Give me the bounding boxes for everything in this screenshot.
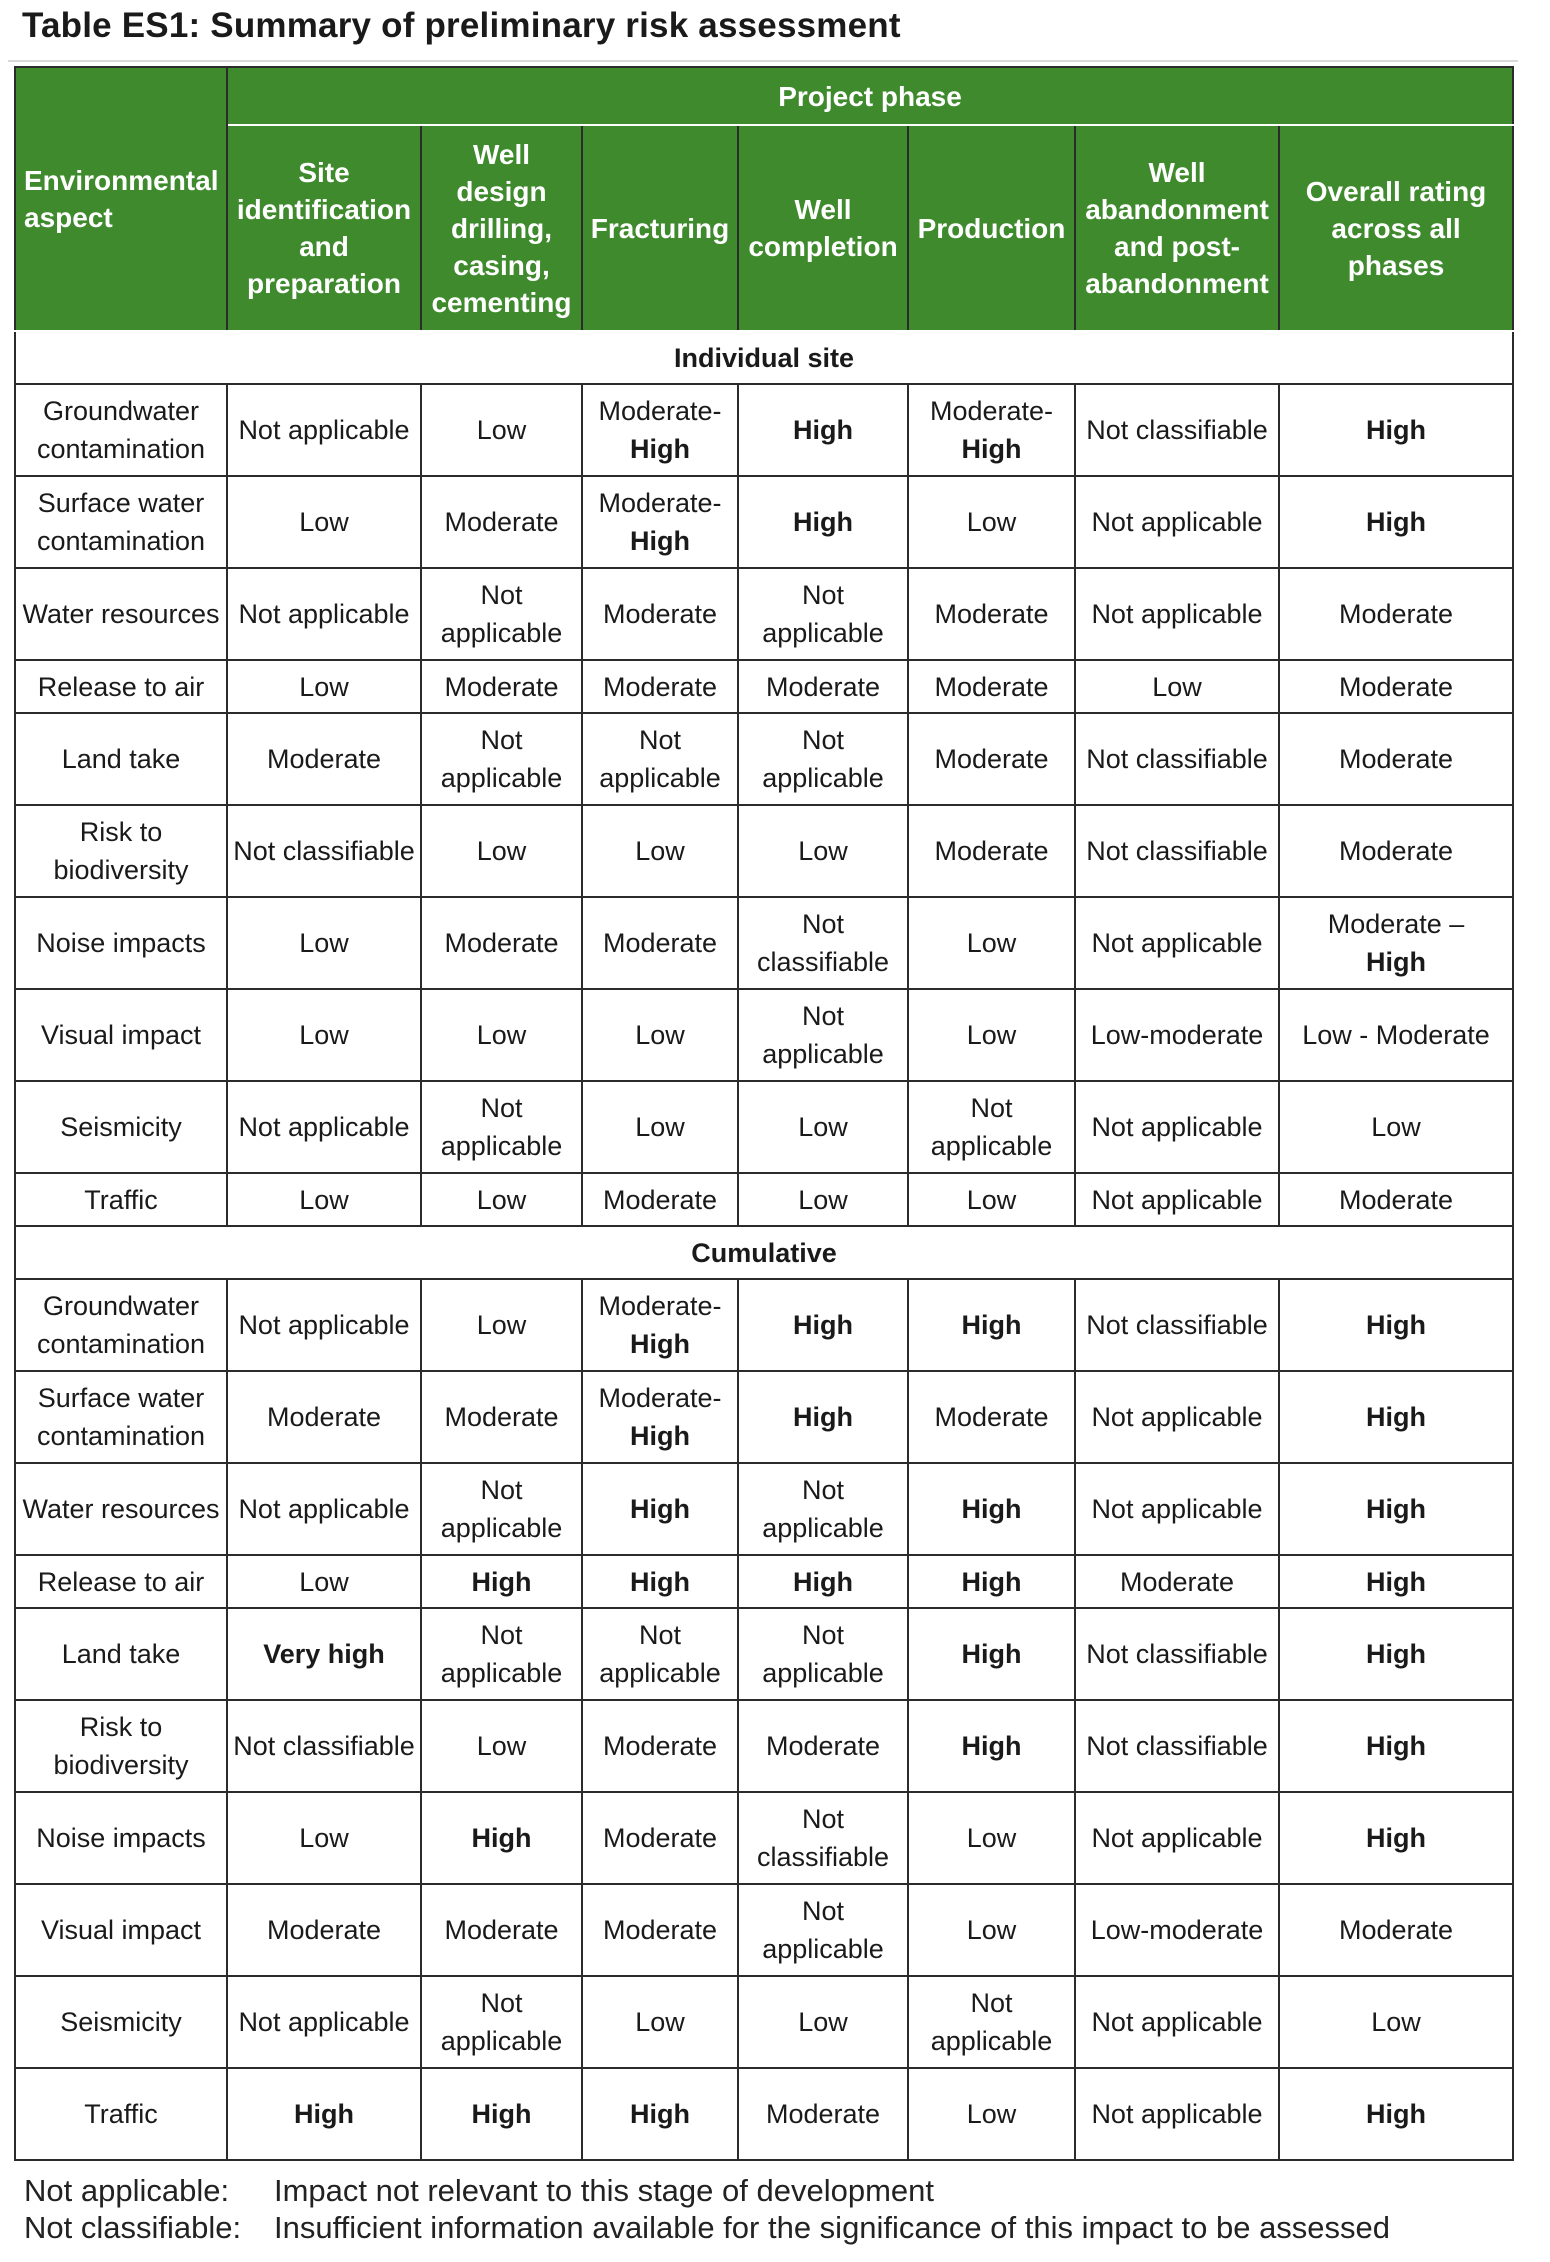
table-body [15, 331, 1513, 2160]
aspect-cell: Land take [15, 713, 227, 805]
footnote-text: Impact not relevant to this stage of development [274, 2173, 934, 2208]
rating-cell: Moderate [738, 2068, 908, 2160]
rating-cell: Low [1279, 1976, 1513, 2068]
rating-cell: Low [1279, 1081, 1513, 1173]
rating-cell: Moderate [421, 1371, 582, 1463]
section-row [15, 1226, 1513, 1279]
rating-cell: Moderate [1279, 713, 1513, 805]
rating-cell: Moderate [1279, 1884, 1513, 1976]
table-row [15, 568, 1513, 660]
table-row [15, 1792, 1513, 1884]
rating-cell: Not applicable [1075, 1792, 1279, 1884]
rating-cell: Low [908, 476, 1075, 568]
footnote-text: Insufficient information available for the significance of this impact to be assessed [274, 2210, 1391, 2245]
rating-cell: High [582, 1463, 738, 1555]
rating-cell: Not applicable [421, 713, 582, 805]
rating-cell: High [421, 2068, 582, 2160]
rating-cell [582, 384, 738, 476]
rating-cell: Not applicable [421, 1081, 582, 1173]
rating-cell: Not applicable [1075, 897, 1279, 989]
rating-cell: Not applicable [227, 384, 421, 476]
table-row [15, 2068, 1513, 2160]
rating-cell: Not applicable [227, 1976, 421, 2068]
rating-cell: High [227, 2068, 421, 2160]
rating-cell: Not applicable [227, 1279, 421, 1371]
rating-cell: High [1279, 1279, 1513, 1371]
rating-cell: High [421, 1792, 582, 1884]
section-row [15, 331, 1513, 384]
rating-prefix: Moderate- [929, 396, 1054, 426]
rating-cell: Low [227, 476, 421, 568]
rating-cell: High [908, 1700, 1075, 1792]
aspect-cell: Release to air [15, 660, 227, 713]
footnote-not-classifiable [24, 2209, 1390, 2246]
table-row [15, 805, 1513, 897]
table-row [15, 1463, 1513, 1555]
rating-cell: Moderate [738, 660, 908, 713]
rating-cell: Not applicable [421, 1463, 582, 1555]
rating-cell: Moderate [908, 660, 1075, 713]
rating-cell: Not applicable [227, 568, 421, 660]
rating-cell: Not applicable [421, 568, 582, 660]
rating-cell: Moderate [1279, 660, 1513, 713]
rating-cell: Not applicable [738, 1463, 908, 1555]
rating-cell: Moderate [227, 1884, 421, 1976]
rating-cell: Moderate [421, 1884, 582, 1976]
rating-cell: High [738, 476, 908, 568]
rating-cell: Moderate [421, 897, 582, 989]
rating-cell: Low-moderate [1075, 1884, 1279, 1976]
rating-cell: Moderate [738, 1700, 908, 1792]
rating-cell: Not classifiable [1075, 1279, 1279, 1371]
rating-cell: High [908, 1463, 1075, 1555]
aspect-cell: Seismicity [15, 1081, 227, 1173]
rating-cell: Moderate [582, 1792, 738, 1884]
rating-cell: Not applicable [227, 1463, 421, 1555]
header-phase: Well abandonment and post-abandonment [1075, 125, 1279, 331]
rating-cell: Low [421, 805, 582, 897]
rating-cell: Not applicable [421, 1976, 582, 2068]
rating-cell: Moderate [908, 1371, 1075, 1463]
aspect-cell: Risk to biodiversity [15, 1700, 227, 1792]
rating-cell: Not classifiable [1075, 713, 1279, 805]
rating-high: High [630, 1329, 690, 1359]
rating-cell: Low [227, 897, 421, 989]
rating-cell: High [582, 2068, 738, 2160]
rating-cell: Moderate [227, 713, 421, 805]
footnote-term: Not classifiable: [24, 2210, 242, 2245]
table-row [15, 476, 1513, 568]
rating-cell: High [582, 1555, 738, 1608]
table-row [15, 1608, 1513, 1700]
rating-cell: Not applicable [582, 1608, 738, 1700]
table-row [15, 1884, 1513, 1976]
rating-cell: Low [421, 384, 582, 476]
rating-cell: Moderate [582, 660, 738, 713]
aspect-cell: Traffic [15, 2068, 227, 2160]
rating-cell: Low [908, 2068, 1075, 2160]
rating-cell: Low [582, 1081, 738, 1173]
rating-cell [582, 1371, 738, 1463]
aspect-cell: Groundwater contamination [15, 384, 227, 476]
table-row [15, 660, 1513, 713]
rating-cell [582, 1279, 738, 1371]
rating-cell: Moderate [582, 568, 738, 660]
header-phase: Fracturing [582, 125, 738, 331]
rating-high: High [630, 434, 690, 464]
aspect-cell: Surface water contamination [15, 476, 227, 568]
rating-prefix: Moderate- [598, 1383, 722, 1413]
rating-cell: Not applicable [738, 568, 908, 660]
rating-cell: Not applicable [1075, 2068, 1279, 2160]
rating-cell: Moderate [1279, 568, 1513, 660]
rating-cell: Moderate [582, 1884, 738, 1976]
rating-cell: Low [1075, 660, 1279, 713]
rating-cell: Very high [227, 1608, 421, 1700]
rating-cell: Moderate [908, 568, 1075, 660]
rating-cell: Not applicable [738, 713, 908, 805]
rating-cell: Not applicable [227, 1081, 421, 1173]
rating-cell: Moderate [1279, 805, 1513, 897]
table-row [15, 989, 1513, 1081]
rating-cell: Not classifiable [227, 805, 421, 897]
rating-cell: Low [227, 1173, 421, 1226]
rating-cell: Low [421, 1173, 582, 1226]
rating-cell: Not classifiable [738, 1792, 908, 1884]
rating-high: High [630, 526, 690, 556]
table-row [15, 384, 1513, 476]
rating-cell: Low [227, 660, 421, 713]
header-environmental-aspect: Environmental aspect [15, 67, 227, 331]
rating-cell: High [1279, 1792, 1513, 1884]
table-row [15, 713, 1513, 805]
section-label: Individual site [15, 331, 1513, 384]
rating-cell: Low [227, 989, 421, 1081]
footnote-term: Not applicable: [24, 2173, 230, 2208]
rating-cell: Low [738, 1976, 908, 2068]
rating-cell: Moderate [1075, 1555, 1279, 1608]
section-label: Cumulative [15, 1226, 1513, 1279]
aspect-cell: Visual impact [15, 1884, 227, 1976]
rating-cell: High [1279, 1700, 1513, 1792]
rating-cell: Low [582, 805, 738, 897]
rating-cell: Not applicable [1075, 1081, 1279, 1173]
aspect-cell: Land take [15, 1608, 227, 1700]
title-divider [8, 60, 1518, 62]
aspect-cell: Seismicity [15, 1976, 227, 2068]
footnotes [24, 2172, 1390, 2246]
aspect-cell: Traffic [15, 1173, 227, 1226]
rating-cell: High [908, 1279, 1075, 1371]
rating-high: High [630, 1421, 690, 1451]
table-row [15, 897, 1513, 989]
header-phase: Well design drilling, casing, cementing [421, 125, 582, 331]
rating-high: High [1366, 947, 1427, 977]
aspect-cell: Noise impacts [15, 897, 227, 989]
rating-cell: Low [738, 805, 908, 897]
aspect-cell: Groundwater contamination [15, 1279, 227, 1371]
rating-cell: Not classifiable [1075, 1608, 1279, 1700]
rating-prefix: Moderate- [598, 1291, 722, 1321]
rating-cell: Moderate [582, 1173, 738, 1226]
table-row [15, 1173, 1513, 1226]
rating-cell: Low - Moderate [1279, 989, 1513, 1081]
rating-cell: Not applicable [582, 713, 738, 805]
rating-cell: Not applicable [738, 989, 908, 1081]
rating-cell: Moderate [421, 476, 582, 568]
rating-cell: High [738, 1279, 908, 1371]
rating-cell: Not applicable [1075, 1976, 1279, 2068]
rating-cell: Moderate [908, 805, 1075, 897]
rating-cell: High [738, 1555, 908, 1608]
rating-cell: Moderate [582, 897, 738, 989]
rating-prefix: Moderate- [598, 396, 722, 426]
rating-cell: Not applicable [1075, 1463, 1279, 1555]
table-row [15, 1700, 1513, 1792]
rating-cell: Low-moderate [1075, 989, 1279, 1081]
rating-cell: High [908, 1608, 1075, 1700]
rating-cell [1279, 897, 1513, 989]
table-row [15, 1279, 1513, 1371]
aspect-cell: Release to air [15, 1555, 227, 1608]
rating-cell: High [421, 1555, 582, 1608]
rating-cell: Not classifiable [1075, 805, 1279, 897]
table-title: Table ES1: Summary of preliminary risk assessment [22, 6, 901, 45]
rating-cell: Not applicable [738, 1608, 908, 1700]
rating-cell: High [1279, 2068, 1513, 2160]
rating-prefix: Moderate- [598, 488, 722, 518]
aspect-cell: Noise impacts [15, 1792, 227, 1884]
rating-cell: Not classifiable [1075, 1700, 1279, 1792]
rating-cell: Low [227, 1555, 421, 1608]
rating-cell: High [1279, 1371, 1513, 1463]
table-row [15, 1976, 1513, 2068]
rating-cell: Not classifiable [1075, 384, 1279, 476]
header-phase: Production [908, 125, 1075, 331]
rating-cell: Not applicable [738, 1884, 908, 1976]
header-phase: Overall rating across all phases [1279, 125, 1513, 331]
rating-cell: Not applicable [1075, 1173, 1279, 1226]
rating-high: High [961, 434, 1022, 464]
rating-cell: Moderate [582, 1700, 738, 1792]
aspect-cell: Visual impact [15, 989, 227, 1081]
rating-cell: Low [908, 989, 1075, 1081]
rating-cell: High [1279, 476, 1513, 568]
rating-cell: Low [421, 1700, 582, 1792]
rating-cell: Not applicable [1075, 1371, 1279, 1463]
rating-cell: Not classifiable [227, 1700, 421, 1792]
rating-cell: Low [582, 989, 738, 1081]
rating-cell: Low [421, 1279, 582, 1371]
aspect-cell: Risk to biodiversity [15, 805, 227, 897]
rating-cell: Not applicable [421, 1608, 582, 1700]
rating-cell: High [1279, 384, 1513, 476]
rating-cell: High [738, 1371, 908, 1463]
aspect-cell: Water resources [15, 568, 227, 660]
table-row [15, 1081, 1513, 1173]
rating-cell: Not applicable [1075, 568, 1279, 660]
rating-prefix: Moderate – [1327, 909, 1465, 939]
rating-cell: Not applicable [1075, 476, 1279, 568]
aspect-cell: Surface water contamination [15, 1371, 227, 1463]
rating-cell: Low [908, 1884, 1075, 1976]
rating-cell [908, 384, 1075, 476]
rating-cell: Low [908, 1173, 1075, 1226]
rating-cell: Moderate [908, 713, 1075, 805]
rating-cell: High [1279, 1608, 1513, 1700]
rating-cell: High [908, 1555, 1075, 1608]
rating-cell: Moderate [1279, 1173, 1513, 1226]
rating-cell: Not classifiable [738, 897, 908, 989]
footnote-not-applicable [24, 2172, 1390, 2209]
rating-cell [582, 476, 738, 568]
rating-cell: Low [908, 897, 1075, 989]
rating-cell: Low [738, 1173, 908, 1226]
rating-cell: High [1279, 1555, 1513, 1608]
header-phase: Site identification and preparation [227, 125, 421, 331]
rating-cell: Low [227, 1792, 421, 1884]
header-phase: Well completion [738, 125, 908, 331]
table-row [15, 1555, 1513, 1608]
aspect-cell: Water resources [15, 1463, 227, 1555]
rating-cell: Not applicable [908, 1081, 1075, 1173]
rating-cell: Low [738, 1081, 908, 1173]
rating-cell: Moderate [227, 1371, 421, 1463]
table-row [15, 1371, 1513, 1463]
header-project-phase: Project phase [227, 67, 1513, 125]
rating-cell: Moderate [421, 660, 582, 713]
rating-cell: Low [421, 989, 582, 1081]
rating-cell: High [738, 384, 908, 476]
risk-assessment-table [14, 66, 1514, 2161]
rating-cell: Low [908, 1792, 1075, 1884]
rating-cell: High [1279, 1463, 1513, 1555]
rating-cell: Low [582, 1976, 738, 2068]
rating-cell: Not applicable [908, 1976, 1075, 2068]
